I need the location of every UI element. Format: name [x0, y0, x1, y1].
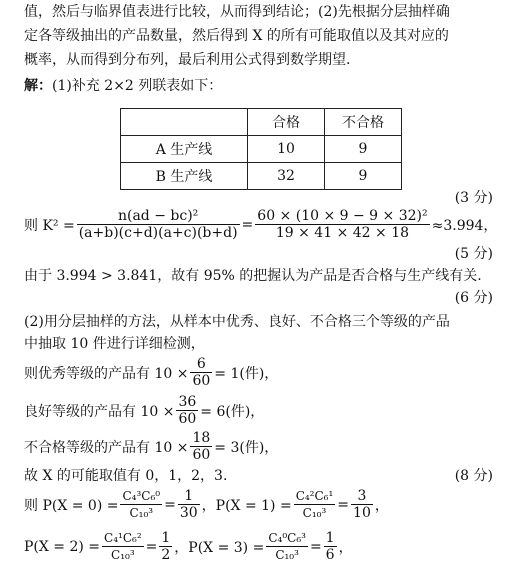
p1-result	[351, 488, 373, 521]
equals-sign: =	[241, 216, 254, 233]
excellent-count	[24, 356, 278, 389]
frac-denominator: 30	[179, 505, 198, 521]
table-cell: 合格	[248, 109, 325, 136]
k2-formula	[24, 208, 497, 241]
k2-fraction-values	[255, 208, 429, 241]
contingency-table	[120, 108, 402, 190]
frac-denominator: 60	[178, 411, 197, 427]
bad-suffix: = 3(件)，	[214, 439, 279, 456]
p3-prefix: ，P(X = 3) =	[174, 539, 265, 556]
frac-numerator: 1	[178, 488, 200, 505]
table-cell: B 生产线	[121, 163, 248, 190]
solution-line	[24, 76, 222, 96]
frac-denominator: (a+b)(c+d)(a+c)(b+d)	[78, 225, 238, 241]
prob-line-2	[24, 530, 353, 563]
part2-line-1: (2)用分层抽样的方法，从样本中优秀、良好、不合格三个等级的产品	[24, 314, 450, 330]
table-row	[121, 136, 402, 163]
score-5: (5 分)	[454, 246, 493, 262]
p3-result	[324, 530, 337, 563]
p0-result	[178, 488, 200, 521]
frac-numerator: 60 × (10 × 9 − 9 × 32)²	[257, 208, 428, 224]
frac-numerator: 36	[178, 394, 197, 410]
frac-denominator: 6	[325, 547, 335, 563]
frac-denominator: 60	[192, 373, 211, 389]
equals-sign: =	[309, 538, 322, 555]
frac-numerator: n(ad − bc)²	[77, 208, 240, 225]
frac-numerator: C₄³C₆⁰	[122, 489, 161, 503]
table-row	[121, 163, 402, 190]
table-cell: 32	[248, 163, 325, 190]
x-values-line: 故 X 的可能取值有 0，1，2，3.	[24, 468, 228, 484]
frac-denominator: C₁₀³	[111, 548, 135, 562]
frac-numerator: C₄⁰C₆³	[268, 531, 306, 545]
k2-result: ≈3.994，	[431, 217, 498, 234]
bad-prefix: 不合格等级的产品有 10 ×	[24, 439, 189, 456]
frac-denominator: 19 × 41 × 42 × 18	[275, 225, 410, 241]
frac-numerator: 6	[190, 356, 212, 373]
frac-numerator: 1	[161, 530, 171, 546]
text-line-2: 定各等级抽出的产品数量，然后得到 X 的所有可能取值以及其对应的	[24, 28, 449, 44]
bad-fraction	[190, 430, 212, 463]
frac-numerator: 3	[351, 488, 373, 505]
table-cell: 9	[325, 163, 402, 190]
p2-fraction	[102, 530, 144, 563]
equals-sign: =	[145, 538, 158, 555]
p2-result	[159, 530, 172, 563]
excellent-prefix: 则优秀等级的产品有 10 ×	[24, 365, 189, 382]
frac-numerator: C₄¹C₆²	[104, 531, 142, 545]
frac-denominator: C₁₀³	[129, 506, 154, 520]
good-suffix: = 6(件)，	[200, 403, 265, 420]
prob-line-1	[24, 488, 389, 521]
excellent-fraction	[190, 356, 212, 389]
table-header-row	[121, 109, 402, 136]
score-8: (8 分)	[454, 468, 493, 484]
solution-text: (1)补充 2×2 列联表如下：	[52, 78, 223, 94]
text-line-1: 值，然后与临界值表进行比较，从而得到结论；(2)先根据分层抽样确	[24, 4, 450, 20]
frac-denominator: 2	[161, 547, 171, 563]
frac-numerator: C₄²C₆¹	[295, 489, 334, 503]
bad-count	[24, 430, 278, 463]
frac-numerator: 1	[325, 530, 335, 546]
frac-denominator: C₁₀³	[275, 548, 299, 562]
table-cell: 9	[325, 136, 402, 163]
good-prefix: 良好等级的产品有 10 ×	[24, 403, 175, 420]
table-cell: A 生产线	[121, 136, 248, 163]
p1-end: ，	[374, 497, 389, 514]
k2-prefix: 则 K² =	[24, 217, 75, 234]
good-fraction	[176, 394, 198, 427]
excellent-suffix: = 1(件)，	[214, 365, 279, 382]
conclusion-line: 由于 3.994 > 3.841，故有 95% 的把握认为产品是否合格与生产线有关.	[24, 268, 482, 284]
p1-fraction	[294, 488, 336, 521]
equals-sign: =	[337, 496, 350, 513]
part2-line-2: 中抽取 10 件进行详细检测，	[24, 336, 205, 352]
k2-fraction-general	[77, 208, 240, 241]
p1-prefix: ，P(X = 1) =	[201, 497, 292, 514]
score-3: (3 分)	[454, 190, 493, 206]
frac-numerator: 18	[192, 430, 211, 446]
table-cell: 不合格	[325, 109, 402, 136]
good-count	[24, 394, 264, 427]
score-6: (6 分)	[454, 290, 493, 306]
p0-prefix: 则 P(X = 0) =	[24, 497, 119, 514]
text-line-3: 概率，从而得到分布列，最后利用公式得到数学期望.	[24, 52, 351, 68]
frac-denominator: 10	[353, 505, 371, 521]
frac-denominator: C₁₀³	[302, 506, 327, 520]
frac-denominator: 60	[192, 447, 211, 463]
p2-prefix: P(X = 2) =	[24, 538, 101, 555]
table-cell: 10	[248, 136, 325, 163]
p0-fraction	[120, 488, 162, 521]
p3-fraction	[266, 530, 308, 563]
table-cell	[121, 109, 248, 136]
equals-sign: =	[164, 496, 176, 513]
p3-end: ，	[338, 539, 353, 556]
solution-label: 解：	[24, 78, 52, 94]
